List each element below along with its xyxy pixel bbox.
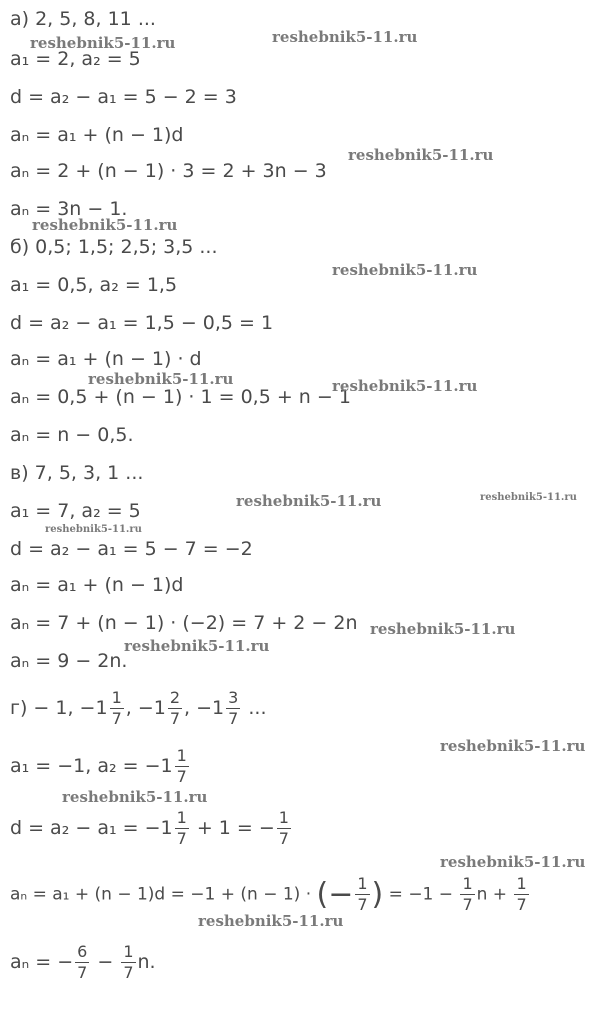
- part-b-line-4: aₙ = 0,5 + (n − 1) · 1 = 0,5 + n − 1: [10, 386, 351, 408]
- part-c-line-3: aₙ = a₁ + (n − 1)d: [10, 574, 184, 596]
- part-a-line-5: aₙ = 3n − 1.: [10, 198, 128, 220]
- part-d-header: [10, 690, 267, 727]
- watermark: reshebnik5-11.ru: [480, 492, 577, 503]
- watermark: reshebnik5-11.ru: [348, 146, 494, 164]
- part-d-line-1: [10, 748, 191, 785]
- watermark: reshebnik5-11.ru: [30, 34, 176, 52]
- fraction-numerator: 1: [357, 874, 368, 893]
- part-b-line-5: aₙ = n − 0,5.: [10, 424, 134, 446]
- part-d-header-end: ...: [242, 697, 267, 719]
- part-d-line-3-mid: = −1 −: [383, 884, 459, 905]
- part-b-header: б) 0,5; 1,5; 2,5; 3,5 ...: [10, 236, 218, 258]
- fraction-denominator: 7: [169, 709, 181, 728]
- watermark: reshebnik5-11.ru: [272, 28, 418, 46]
- part-a-line-2: d = a₂ − a₁ = 5 − 2 = 3: [10, 86, 237, 108]
- fraction-1-7: [460, 876, 474, 913]
- fraction-denominator: 7: [111, 709, 122, 728]
- part-b-line-1: a₁ = 0,5, a₂ = 1,5: [10, 274, 178, 296]
- fraction-denominator: 7: [77, 963, 88, 982]
- watermark: reshebnik5-11.ru: [236, 492, 382, 510]
- fraction-denominator: 7: [176, 829, 187, 848]
- part-c-line-2: d = a₂ − a₁ = 5 − 7 = −2: [10, 538, 253, 560]
- part-c-line-4: aₙ = 7 + (n − 1) · (−2) = 7 + 2 − 2n: [10, 612, 358, 634]
- fraction-numerator: 1: [516, 874, 527, 893]
- fraction-numerator: 1: [176, 808, 187, 827]
- watermark: reshebnik5-11.ru: [88, 370, 234, 388]
- watermark: reshebnik5-11.ru: [332, 261, 478, 279]
- watermark: reshebnik5-11.ru: [440, 737, 586, 755]
- fraction-denominator: 7: [462, 895, 473, 914]
- watermark: reshebnik5-11.ru: [32, 216, 178, 234]
- part-d-line-4-prefix: aₙ = −: [10, 951, 74, 973]
- fraction-denominator: 7: [176, 767, 187, 786]
- fraction-denominator: 7: [228, 709, 239, 728]
- fraction-numerator: 3: [228, 688, 239, 707]
- watermark: reshebnik5-11.ru: [332, 377, 478, 395]
- fraction-denominator: 7: [123, 963, 134, 982]
- part-a-line-3: aₙ = a₁ + (n − 1)d: [10, 124, 184, 146]
- watermark: reshebnik5-11.ru: [370, 620, 516, 638]
- fraction-1-7: [110, 690, 124, 727]
- part-a-line-4: aₙ = 2 + (n − 1) · 3 = 2 + 3n − 3: [10, 160, 327, 182]
- fraction-1-7: [277, 810, 291, 847]
- part-d-line-3: [10, 876, 531, 913]
- fraction-6-7: [75, 944, 89, 981]
- part-a-header: а) 2, 5, 8, 11 ...: [10, 8, 156, 30]
- fraction-1-7: [514, 876, 528, 913]
- fraction-numerator: 1: [278, 808, 289, 827]
- watermark: reshebnik5-11.ru: [198, 912, 344, 930]
- part-d-line-2: [10, 810, 293, 847]
- fraction-1-7: [175, 748, 189, 785]
- paren-open: (−: [316, 877, 354, 912]
- part-d-line-4-end: n.: [137, 951, 156, 973]
- part-d-line-4-mid: −: [91, 951, 120, 973]
- part-d-header-sep: , −1: [125, 697, 166, 719]
- watermark: reshebnik5-11.ru: [62, 788, 208, 806]
- fraction-3-7: [226, 690, 240, 727]
- part-c-line-5: aₙ = 9 − 2n.: [10, 650, 128, 672]
- part-c-line-1: a₁ = 7, a₂ = 5: [10, 500, 141, 522]
- fraction-numerator: 2: [169, 688, 181, 707]
- fraction-denominator: 7: [278, 829, 289, 848]
- fraction-1-7: [355, 876, 369, 913]
- part-d-line-2-prefix: d = a₂ − a₁ = −1: [10, 817, 173, 839]
- part-d-line-1-prefix: a₁ = −1, a₂ = −1: [10, 755, 173, 777]
- fraction-numerator: 6: [77, 942, 88, 961]
- paren-close: ): [371, 877, 384, 912]
- part-d-header-sep-2: , −1: [184, 697, 225, 719]
- part-a-line-1: a₁ = 2, a₂ = 5: [10, 48, 141, 70]
- part-c-header: в) 7, 5, 3, 1 ...: [10, 462, 144, 484]
- fraction-denominator: 7: [357, 895, 368, 914]
- fraction-2-7: [168, 690, 182, 727]
- fraction-1-7: [121, 944, 135, 981]
- watermark: reshebnik5-11.ru: [45, 524, 142, 535]
- part-d-line-3-mid-2: n +: [476, 884, 513, 905]
- part-d-line-4: [10, 944, 156, 981]
- fraction-denominator: 7: [516, 895, 527, 914]
- fraction-numerator: 1: [176, 746, 187, 765]
- fraction-1-7: [175, 810, 189, 847]
- part-b-line-3: aₙ = a₁ + (n − 1) · d: [10, 348, 202, 370]
- part-d-header-prefix: г) − 1, −1: [10, 697, 108, 719]
- part-b-line-2: d = a₂ − a₁ = 1,5 − 0,5 = 1: [10, 312, 274, 334]
- watermark: reshebnik5-11.ru: [440, 853, 586, 871]
- fraction-numerator: 1: [111, 688, 122, 707]
- part-d-line-2-mid: + 1 = −: [190, 817, 275, 839]
- part-d-line-3-prefix: aₙ = a₁ + (n − 1)d = −1 + (n − 1) ·: [10, 884, 317, 905]
- fraction-numerator: 1: [462, 874, 473, 893]
- fraction-numerator: 1: [123, 942, 134, 961]
- watermark: reshebnik5-11.ru: [124, 637, 270, 655]
